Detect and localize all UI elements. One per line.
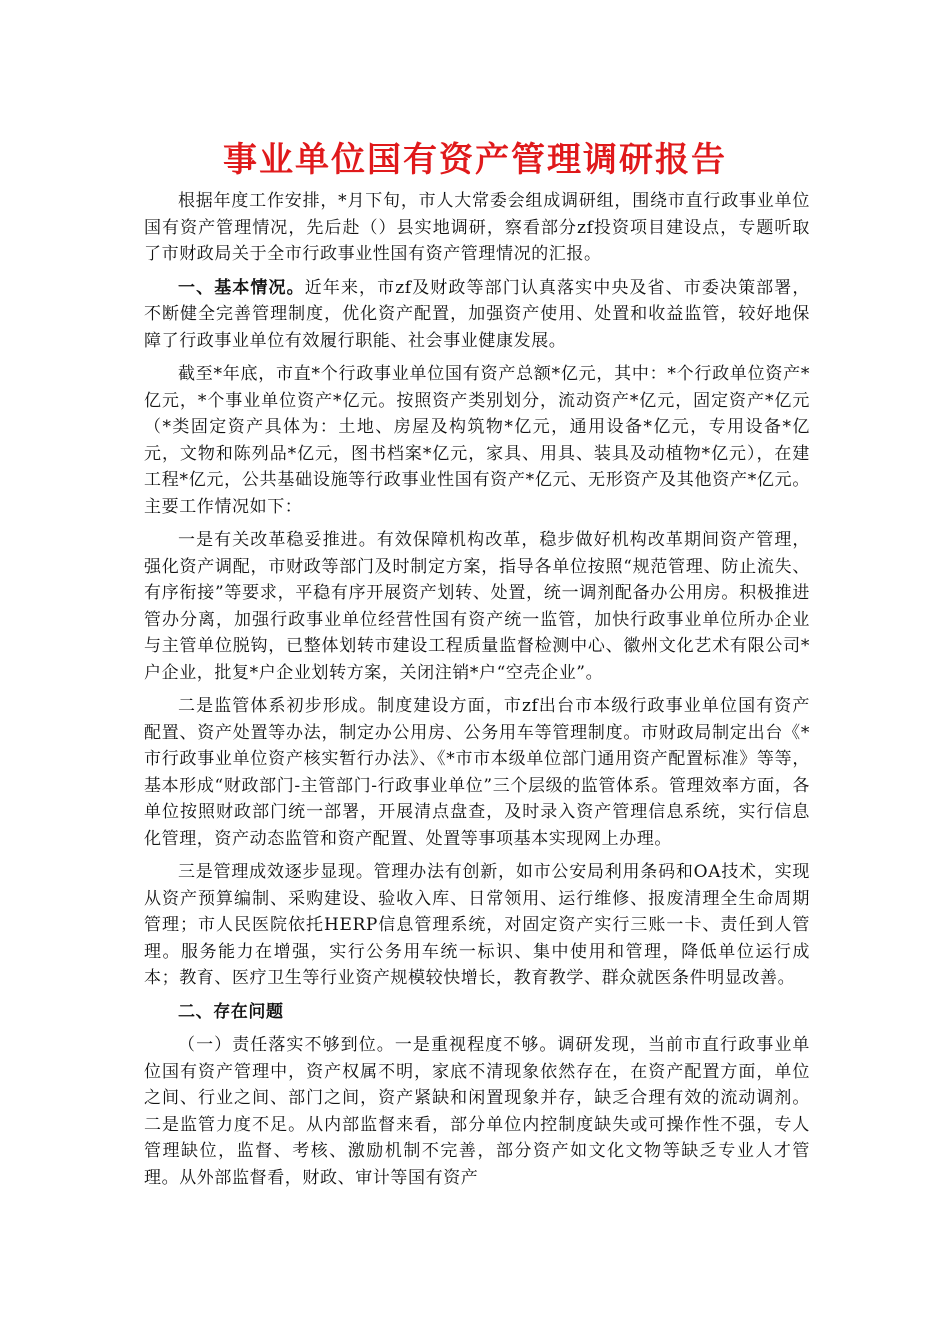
document-title: 事业单位国有资产管理调研报告: [223, 140, 727, 180]
asset-totals-paragraph: 截至*年底，市直*个行政事业单位国有资产总额*亿元，其中：*个行政单位资产*亿元，*个事业单位资产*亿元。按照资产类别划分，流动资产*亿元，固定资产*亿元（*类固定资产具体为：土地、房屋及构筑物*亿元，通用设备*亿元，专用设备*亿元，文物和陈列品*亿元，图书档案*亿元，家具、用具、装具及动植物*亿元），在建工程*亿元，公共基础设施等行政事业性国有资产*亿元、无形资产及其他资产*亿元。主要工作情况如下：: [144, 364, 810, 517]
supervision-paragraph: 二是监管体系初步形成。制度建设方面，市zf出台市本级行政事业单位国有资产配置、资产处置等办法，制定办公用房、公务用车等管理制度。市财政局制定出台《*市行政事业单位资产核实暂行办法》、《*市市本级单位部门通用资产配置标准》等等，基本形成“财政部门-主管部门-行政事业单位”三个层级的监管体系。管理效率方面，各单位按照财政部门统一部署，开展清点盘查，及时录入资产管理信息系统，实行信息化管理，资产动态监管和资产配置、处置等事项基本实现网上办理。: [144, 696, 810, 849]
reform-paragraph: 一是有关改革稳妥推进。有效保障机构改革，稳步做好机构改革期间资产管理，强化资产调配，市财政等部门及时制定方案，指导各单位按照“规范管理、防止流失、有序衔接”等要求，平稳有序开展资产划转、处置，统一调剂配备办公用房。积极推进管办分离，加强行政事业单位经营性国有资产统一监管，加快行政事业单位所办企业与主管单位脱钩，已整体划转市建设工程质量监督检测中心、徽州文化艺术有限公司*户企业，批复*户企业划转方案，关闭注销*户“空壳企业”。: [144, 530, 810, 683]
section2-heading: 二、存在问题: [178, 1001, 284, 1022]
intro-paragraph: 根据年度工作安排，*月下旬，市人大常委会组成调研组，围绕市直行政事业单位国有资产管理情况，先后赴（）县实地调研，察看部分zf投资项目建设点，专题听取了市财政局关于全市行政事业性国有资产管理情况的汇报。: [144, 191, 810, 264]
results-paragraph: 三是管理成效逐步显现。管理办法有创新，如市公安局利用条码和OA技术，实现从资产预算编制、采购建设、验收入库、日常领用、运行维修、报废清理全生命周期管理；市人民医院依托HERP信息管理系统，对固定资产实行三账一卡、责任到人管理。服务能力在增强，实行公务用车统一标识、集中使用和管理，降低单位运行成本；教育、医疗卫生等行业资产规模较快增长，教育教学、群众就医条件明显改善。: [144, 862, 810, 988]
responsibility-paragraph: （一）责任落实不够到位。一是重视程度不够。调研发现，当前市直行政事业单位国有资产管理中，资产权属不明，家底不清现象依然存在，在资产配置方面，单位之间、行业之间、部门之间，资产紧缺和闲置现象并存，缺乏合理有效的流动调剂。二是监管力度不足。从内部监督来看，部分单位内控制度缺失或可操作性不强，专人管理缺位，监督、考核、激励机制不完善，部分资产如文化文物等缺乏专业人才管理。从外部监督看，财政、审计等国有资产: [144, 1035, 810, 1188]
section1-heading: 一、基本情况。: [178, 277, 305, 298]
section1-lead-text: 近年来，市zf及财政等部门认真落实中央及省、市委决策部署，不断健全完善管理制度，优化资产配置，加强资产使用、处置和收益监管，较好地保障了行政事业单位有效履行职能、社会事业健康发展。: [144, 277, 810, 351]
document-body: [144, 188, 810, 1198]
section1-lead-paragraph: [144, 275, 810, 355]
